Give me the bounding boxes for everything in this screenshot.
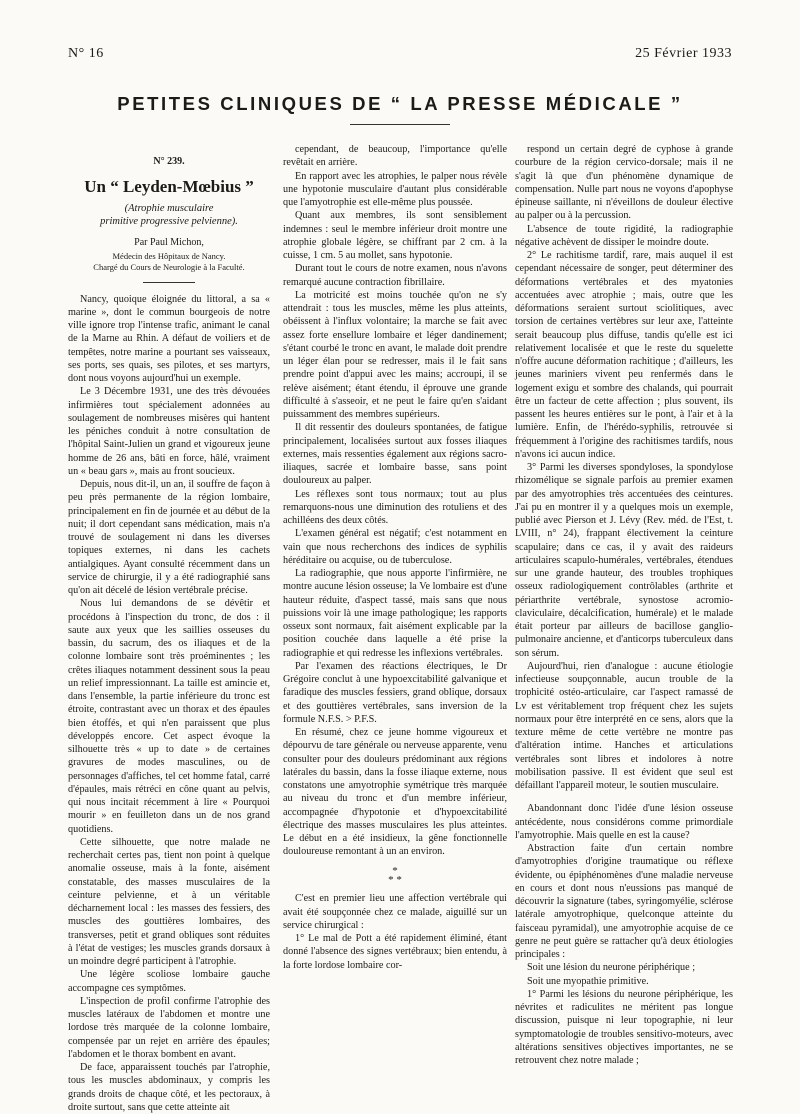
paragraph: cependant, de beaucoup, l'importance qu'elle revêtait en arrière.	[283, 144, 507, 169]
column-1	[68, 143, 270, 1113]
paragraph: 3° Parmi les diverses spondyloses, la spondylose rhizomélique se signale parfois au premier examen par des amyotrophies très accentuées des ceintures. J'ai pu en montrer il y a quelques mois un exemple, publié avec Pierson et J. Lévy (Rev. méd. de l'Est, t. LVIII, n° 24), frappant électivement la ceinture scapulaire; dans ce cas, il y avait des raideurs articulaires scapulo-humérales, vertébrales, étendues sur une grande hauteur, des troubles trophiques osseux radiologiquement contrôlables (arthrite et périarthrite vertébrale, synostose acromio-claviculaire, décalcification, humérale) et le malade était porteur par ailleurs de bacillose ganglio-pulmonaire ancienne, et d'anticorps tuberculeux dans son sérum.	[515, 462, 733, 659]
paragraph: Nous lui demandons de se dévêtir et procédons à l'inspection du tronc, de dos : il saute aux yeux que les saillies osseuses du bassin, du sacrum, des os iliaques et de la colonne lombaire sont très proéminentes ; les crêtes iliaques notamment dessinent sous la peau un relief impressionnant. La taille est amincie et, dans l'ensemble, la partie inférieure du tronc est étroite, contrastant avec un thorax et des épaules bien étoffés, et qui n'en paraissent que plus développés encore. Cet aspect évoque la silhouette très « up to date » de certaines gravures de modes masculines, ou de personnages d'affiches, tel cet homme fatal, carré d'épaules, mais rétréci en cône quant au pelvis, qui nous incitait récemment à lire « Pourquoi mourir » en feuilleton dans un de nos grand quotidiens.	[68, 598, 270, 835]
paragraph: C'est en premier lieu une affection vertébrale qui avait été soupçonnée chez ce malade, aiguillé sur un service chirurgical :	[283, 893, 507, 931]
header-divider	[143, 282, 195, 283]
paragraph: Cette silhouette, que notre malade ne recherchait certes pas, tient non point à quelque anomalie osseuse, mais à la fonte, aisément constatable, des masses musculaires de la ceinture pelvienne, et à un véritable décharnement local : les masses des fessiers, des muscles des gouttières lombaires, des transverses, petit et grand obliques sont réduites à l'état de vestiges; les muscles grands dorsaux à un moindre degré participent à l'atrophie.	[68, 836, 270, 968]
column-3	[515, 143, 733, 1073]
subtitle-line: (Atrophie musculaire	[124, 203, 214, 215]
article-title: Un “ Leyden-Mœbius ”	[84, 177, 254, 196]
issue-number: N° 16	[68, 46, 104, 61]
affiliation-line: Médecin des Hôpitaux de Nancy.	[112, 251, 226, 262]
paragraph: De face, apparaissent touchés par l'atrophie, tous les muscles abdominaux, y compris les grands droits de chaque côté, et les pectoraux, à droite surtout, sans que cette atteinte ait	[68, 1062, 270, 1113]
paragraph: La motricité est moins touchée qu'on ne s'y attendrait : tous les muscles, même les plus atteints, obéissent à l'influx volontaire; la marche se fait avec assez forte ensellure lombaire et léger dandinement; s'étant courbé le tronc en avant, le malade doit prendre un léger élan pour se redresser, mais il le fait sans prendre point d'appui avec les mains; accroupi, il se relève aisément; étant étendu, il éprouve une grande difficulté à s'asseoir, et ne peut le faire qu'en s'aidant puissamment des membres supérieurs.	[283, 289, 507, 420]
paragraph: En résumé, chez ce jeune homme vigoureux et dépourvu de tare générale ou nerveuse apparente, venu consulter pour des douleurs prédominant aux régions latérales du bassin, dans la fosse iliaque externe, nous constatons une amyotrophie symétrique très marquée au niveau du tronc et d'un membre inférieur, accompagnée d'hypotonie et d'hypoexcitabilité électrique des masses musculaires les plus atteintes. Le début en a été insidieux, la gêne fonctionnelle douloureuse remontant à un an environ.	[283, 727, 508, 858]
column-3-body	[515, 143, 733, 792]
paragraph: La radiographie, que nous apporte l'infirmière, ne montre aucune lésion osseuse; la Ve lombaire est d'une hauteur réduite, d'aspect tassé, mais sans que nous puissions voir là une image pathologique; les rapports osseux sont normaux, fait aisément explicable par la position couchée dans laquelle a été prise la radiographie et qui redresse les inflexions vertébrales.	[283, 568, 507, 659]
paragraph: Les réflexes sont tous normaux; tout au plus remarquons-nous une diminution des rotuliens et des achilléens des deux côtés.	[283, 488, 507, 526]
article-subtitle	[68, 202, 270, 228]
page-header	[68, 46, 732, 62]
banner-divider	[350, 124, 450, 125]
paragraph: L'inspection de profil confirme l'atrophie des muscles latéraux de l'abdomen et montre une lordose très marquée de la colonne lombaire, compensée par un rejet en arrière des épaules; l'abdomen et le thorax bombent en avant.	[68, 995, 270, 1060]
paragraph: 2° Le rachitisme tardif, rare, mais auquel il est cependant nécessaire de songer, peut déterminer des déformations vertébrales et des myatonies accentuées avec atrophie ; mais, outre que les déformations seraient surtout sciolitiques, avec torsion de certaines vertèbres sur leur axe, l'atteinte serait beaucoup plus diffuse, tandis qu'elle est ici relativement localisée et que le reste du squelette n'offre aucune déformation rachitique ; d'ailleurs, les jeunes mariniers vivent peu renfermés dans le logement exigu et sombre des chalands, qui pourrait être un facteur de cette affection ; plus souvent, ils passent les heures entières sur le pont, à l'air et à la lumière. Enfin, de l'hérédo-syphilis, retrouvée si fréquemment à l'origine des rachitismes tardifs, nous n'avons ici aucun indice.	[515, 250, 733, 460]
paragraph: Aujourd'hui, rien d'analogue : aucune étiologie infectieuse soupçonnable, aucun trouble de la trophicité ostéo-articulaire, car l'aspect ramassé de Lv est véritablement trop fréquent chez les sujets normaux pour être interprété en ce sens, alors que la texture même de cette vertèbre ne montre pas d'altération intime. Hanches et articulations vertébrales sont libres et indolores à notre mobilisation passive. Il est évident que seul est défaillant l'appareil moteur, le soutien musculaire.	[515, 660, 733, 791]
paragraph: Par l'examen des réactions électriques, le Dr Grégoire conclut à une hypoexcitabilité galvanique et faradique des muscles fessiers, grand oblique, dorsaux et des gouttières vertébrales, sans inversion de la formule N.F.S. > P.F.S.	[283, 660, 507, 725]
column-2	[283, 143, 507, 1073]
column-3-body-continued	[515, 802, 733, 1067]
paragraph: Une légère scoliose lombaire gauche accompagne ces symptômes.	[68, 969, 270, 994]
paragraph: L'absence de toute rigidité, la radiographie négative achèvent de dissiper le moindre doute.	[515, 223, 733, 248]
paragraph: Depuis, nous dit-il, un an, il souffre de façon à peu près permanente de la région lombaire, principalement en fin de journée et au début de la nuit; il dort cependant sans médication, mais n'a trouvé de soulagement ni dans les diverses topiques externes, ni dans les cachets antialgiques. Ayant consulté récemment dans un service de chirurgie, il y a été radiographié sans qu'on ait décelé de lésion vertébrale précise.	[68, 479, 270, 597]
paragraph: Quant aux membres, ils sont sensiblement indemnes : seul le membre inférieur droit montre une atrophie globale légère, se chiffrant par 2 cm. à la cuisse, 1 cm. 5 au mollet, sans hypotonie.	[283, 210, 507, 261]
author-byline: Par Paul Michon,	[134, 237, 204, 249]
article-number: N° 239.	[153, 156, 185, 167]
paragraph: Soit une myopathie primitive.	[527, 975, 649, 987]
column-2-body	[283, 143, 507, 859]
paragraph: Durant tout le cours de notre examen, nous n'avons remarqué aucune contraction fibrillaire.	[283, 263, 507, 288]
column-2-body-continued	[283, 892, 507, 972]
paragraph: Il dit ressentir des douleurs spontanées, de fatigue principalement, localisées surtout aux fosses iliaques externes, mais ressenties également aux régions sacro-iliaques, sacrée et lombaire basse, sans point douloureux au palper.	[283, 422, 507, 487]
paragraph: Nancy, quoique éloignée du littoral, a sa « marine », dont le commun bourgeois de notre ville ignore trop l'intense trafic, animant le canal de la Marne au Rhin. A défaut de voiliers et de tempêtes, notre marine a pourtant ses vaisseaux, ses ports, ses quais, ses pilotes, et ses martyrs, dont nous voyons aujourd'hui un exemple.	[68, 293, 270, 385]
paragraph: Abandonnant donc l'idée d'une lésion osseuse antécédente, nous considérons comme primordiale l'amyotrophie. Mais quelle en est la cause?	[515, 803, 733, 841]
paragraph: En rapport avec les atrophies, le palper nous révèle une hypotonie musculaire d'autant plus considérable que l'amyotrophie est elle-même plus poussée.	[283, 170, 507, 208]
paragraph: Le 3 Décembre 1931, une des très dévouées infirmières tout spécialement adonnées au soulagement de nombreuses misères qui hantent les péniches conduit à notre consultation de l'hôpital Saint-Julien un grand et vigoureux jeune homme de 26 ans, bâti en force, hâlé, vraiment un « beau gars », mais au front soucieux.	[68, 386, 270, 477]
issue-date: 25 Février 1933	[635, 46, 732, 61]
paragraph: Abstraction faite d'un certain nombre d'amyotrophies d'origine traumatique ou réflexe évidente, ou épiphénomènes d'une maladie nerveuse en cours et dont nous n'eussions pas manqué de découvrir la signature (tabes, syringomyélie, sclérose latérale amyotrophique, quelconque atteinte du faisceau pyramidal), une amyotrophie acquise de ce genre ne peut guère se rattacher qu'à deux étiologies principales :	[515, 843, 733, 960]
separator-stars: * * *	[388, 864, 402, 887]
section-banner: PETITES CLINIQUES DE “ LA PRESSE MÉDICALE ”	[117, 93, 683, 114]
paragraph: L'examen général est négatif; c'est notamment en vain que nous recherchons des indices de syphilis héréditaire ou acquise, ou de tuberculose.	[283, 528, 507, 566]
paragraph: 1° Parmi les lésions du neurone périphérique, les névrites et radiculites ne méritent pas longue discussion, puisque ni leur topographie, ni leur symptomatologie de troubles sensitivo-moteurs, avec altérations sensitives objectives importantes, ne se retrouvent chez notre malade ;	[515, 988, 733, 1066]
affiliation-line: Chargé du Cours de Neurologie à la Faculté.	[93, 261, 245, 272]
paragraph-gap	[515, 792, 733, 802]
subtitle-line: primitive progressive pelvienne).	[100, 216, 238, 228]
section-separator	[283, 864, 507, 887]
paragraph: respond un certain degré de cyphose à grande courbure de la région cervico-dorsale; mais il ne s'agit là que d'un phénomène dynamique de compensation. Nulle part nous ne voyons d'apophyse épineuse saillante, ni n'éveillons de douleur élective au palper ou à la percussion.	[515, 144, 733, 222]
paragraph: Soit une lésion du neurone périphérique ;	[527, 962, 696, 974]
paragraph: 1° Le mal de Pott a été rapidement éliminé, étant donné l'absence des signes vertébraux; bien entendu, à la forte lordose lombaire cor-	[283, 933, 507, 971]
author-affiliation	[68, 251, 270, 272]
column-1-body	[68, 293, 270, 1114]
